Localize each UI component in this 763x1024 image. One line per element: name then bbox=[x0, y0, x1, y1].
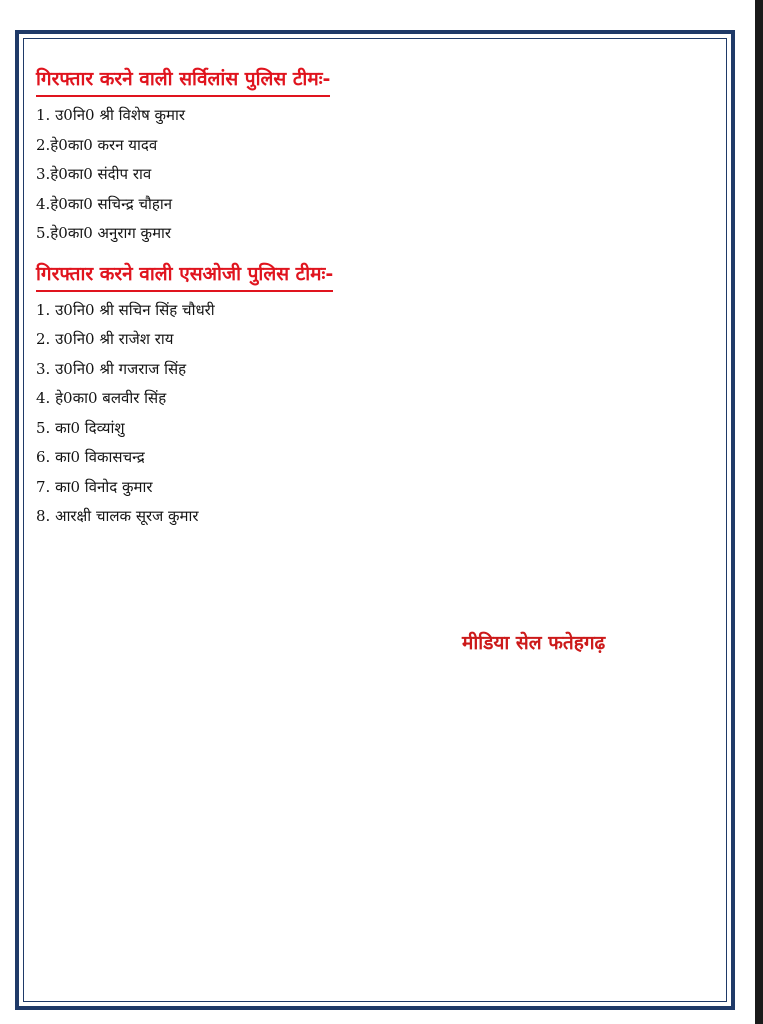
list-item: 4. हे0का0 बलवीर सिंह bbox=[36, 389, 167, 407]
list-item: 6. का0 विकासचन्द्र bbox=[36, 448, 145, 466]
list-item: 4.हे0का0 सचिन्द्र चौहान bbox=[36, 194, 173, 213]
surveillance-team-section bbox=[36, 64, 676, 249]
surveillance-team-heading: गिरफ्तार करने वाली सर्विलांस पुलिस टीमः- bbox=[36, 64, 330, 97]
swat-team-list bbox=[36, 296, 676, 532]
swat-team-section bbox=[36, 259, 676, 532]
list-item: 3. उ0नि0 श्री गजराज सिंह bbox=[36, 359, 187, 378]
list-item: 1. उ0नि0 श्री विशेष कुमार bbox=[36, 106, 186, 124]
list-item: 2.हे0का0 करन यादव bbox=[36, 135, 158, 154]
document-body bbox=[36, 64, 676, 542]
list-item: 5. का0 दिव्यांशु bbox=[36, 418, 125, 437]
surveillance-team-list bbox=[36, 101, 676, 249]
list-item: 8. आरक्षी चालक सूरज कुमार bbox=[36, 507, 199, 525]
swat-team-heading: गिरफ्तार करने वाली एसओजी पुलिस टीमः- bbox=[36, 259, 333, 292]
right-edge-strip bbox=[755, 0, 763, 1024]
list-item: 2. उ0नि0 श्री राजेश राय bbox=[36, 330, 174, 348]
list-item: 3.हे0का0 संदीप राव bbox=[36, 165, 152, 183]
list-item: 1. उ0नि0 श्री सचिन सिंह चौधरी bbox=[36, 300, 215, 319]
list-item: 5.हे0का0 अनुराग कुमार bbox=[36, 224, 172, 242]
media-cell-signature: मीडिया सेल फतेहगढ़ bbox=[462, 632, 606, 654]
list-item: 7. का0 विनोद कुमार bbox=[36, 477, 153, 496]
